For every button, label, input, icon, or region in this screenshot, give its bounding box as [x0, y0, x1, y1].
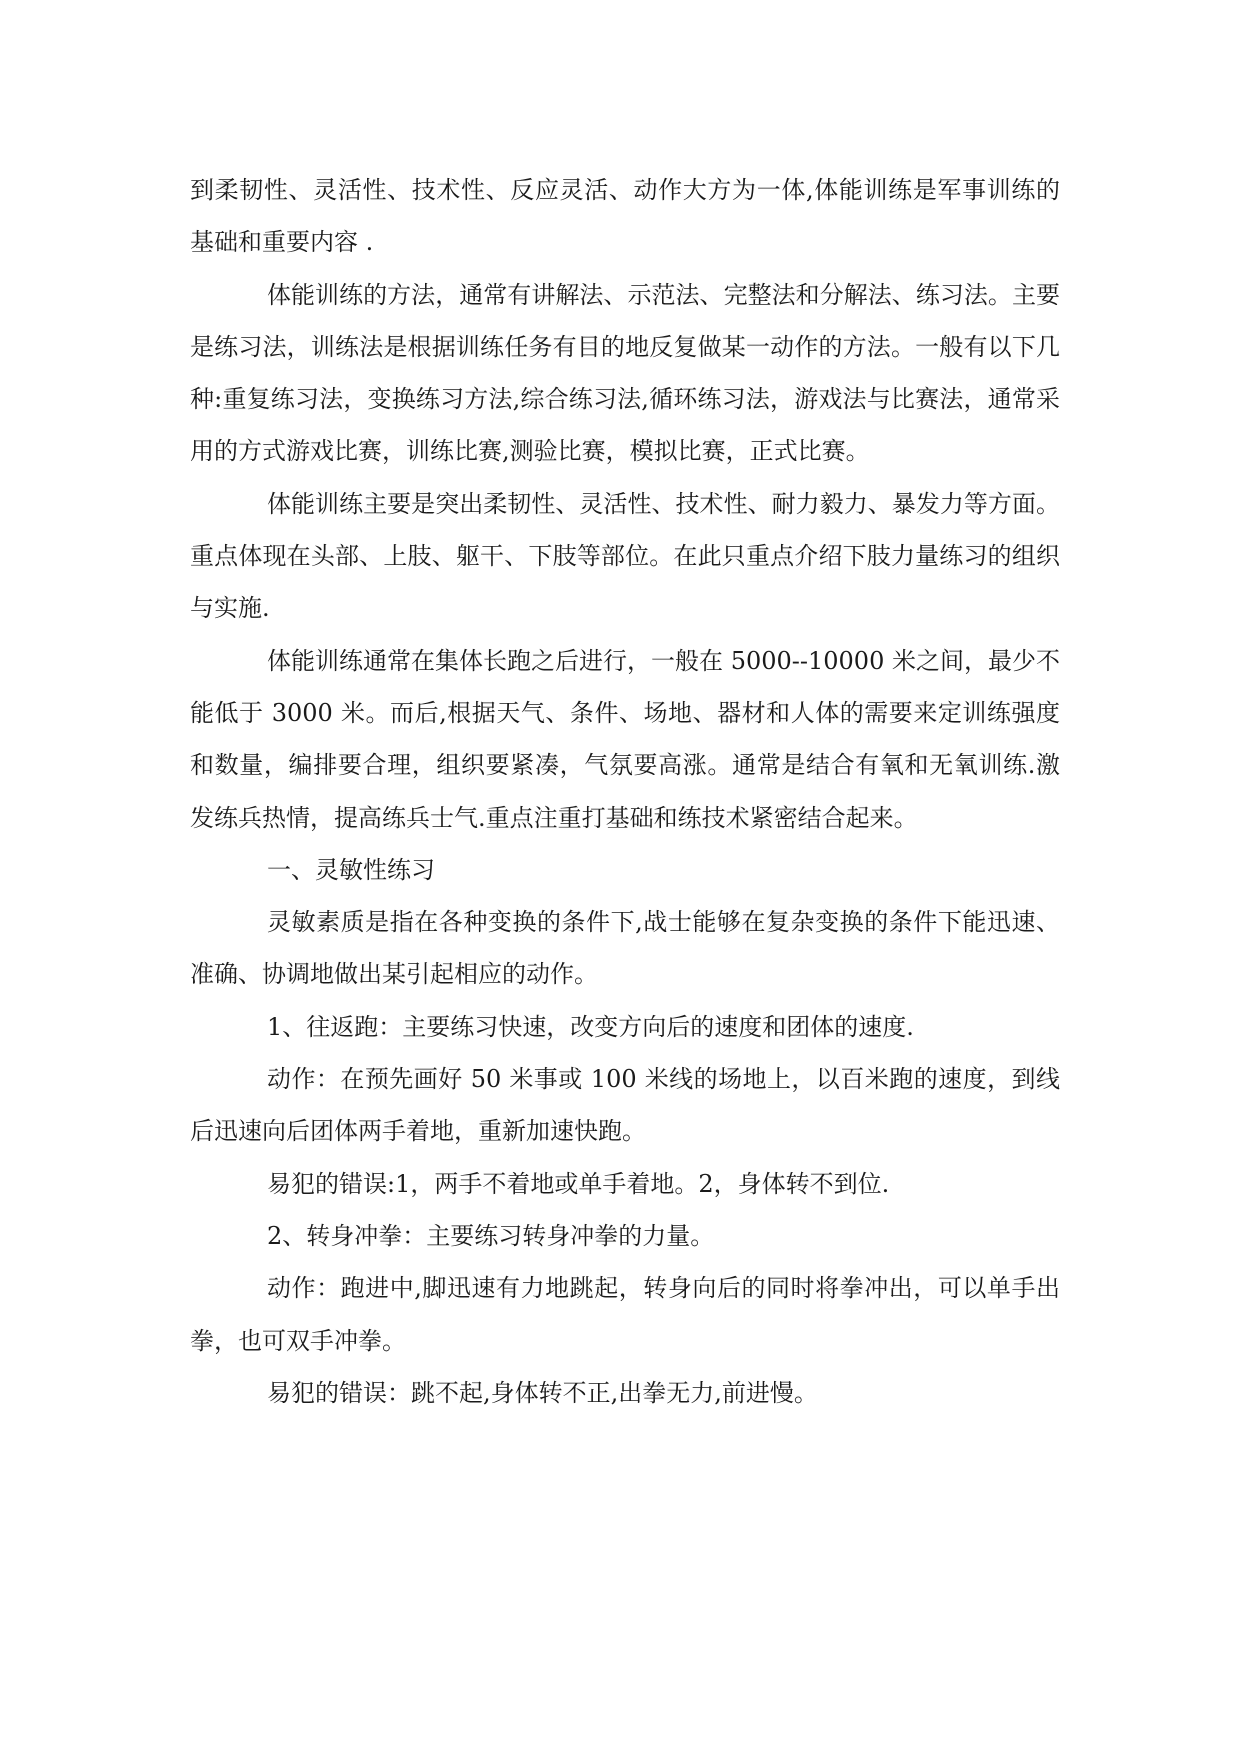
- paragraph: 到柔韧性、灵活性、技术性、反应灵活、动作大方为一体,体能训练是军事训练的基础和重要内容 .: [190, 176, 1060, 257]
- paragraph: 体能训练通常在集体长跑之后进行，一般在 5000--10000 米之间，最少不能低于 3000 米。而后,根据天气、条件、场地、器材和人体的需要来定训练强度和数量，编排要合理，组织要紧凑，气氛要高涨。通常是结合有氧和无氧训练.激发练兵热情，提高练兵士气.重点注重打基础和练技术紧密结合起来。: [190, 646, 1060, 832]
- paragraph: 1、往返跑：主要练习快速，改变方向后的速度和团体的速度.: [267, 1012, 914, 1041]
- paragraph: 易犯的错误:1，两手不着地或单手着地。2，身体转不到位.: [267, 1169, 890, 1198]
- section-heading: 一、灵敏性练习: [267, 855, 435, 884]
- paragraph: 灵敏素质是指在各种变换的条件下,战士能够在复杂变换的条件下能迅速、准确、协调地做出某引起相应的动作。: [190, 908, 1060, 989]
- paragraph: 动作：在预先画好 50 米事或 100 米线的场地上，以百米跑的速度，到线后迅速向后团体两手着地，重新加速快跑。: [190, 1065, 1060, 1146]
- paragraph: 动作：跑进中,脚迅速有力地跳起，转身向后的同时将拳冲出，可以单手出拳，也可双手冲拳。: [190, 1274, 1060, 1355]
- paragraph: 易犯的错误：跳不起,身体转不正,出拳无力,前进慢。: [267, 1378, 818, 1407]
- paragraph: 体能训练的方法，通常有讲解法、示范法、完整法和分解法、练习法。主要是练习法，训练法是根据训练任务有目的地反复做某一动作的方法。一般有以下几种:重复练习法，变换练习方法,综合练习法,循环练习法，游戏法与比赛法，通常采用的方式游戏比赛，训练比赛,测验比赛，模拟比赛，正式比赛。: [190, 280, 1060, 466]
- paragraph: 体能训练主要是突出柔韧性、灵活性、技术性、耐力毅力、暴发力等方面。重点体现在头部、上肢、躯干、下肢等部位。在此只重点介绍下肢力量练习的组织与实施.: [190, 489, 1060, 623]
- paragraph: 2、转身冲拳：主要练习转身冲拳的力量。: [267, 1221, 715, 1250]
- document-body: [190, 164, 1060, 1419]
